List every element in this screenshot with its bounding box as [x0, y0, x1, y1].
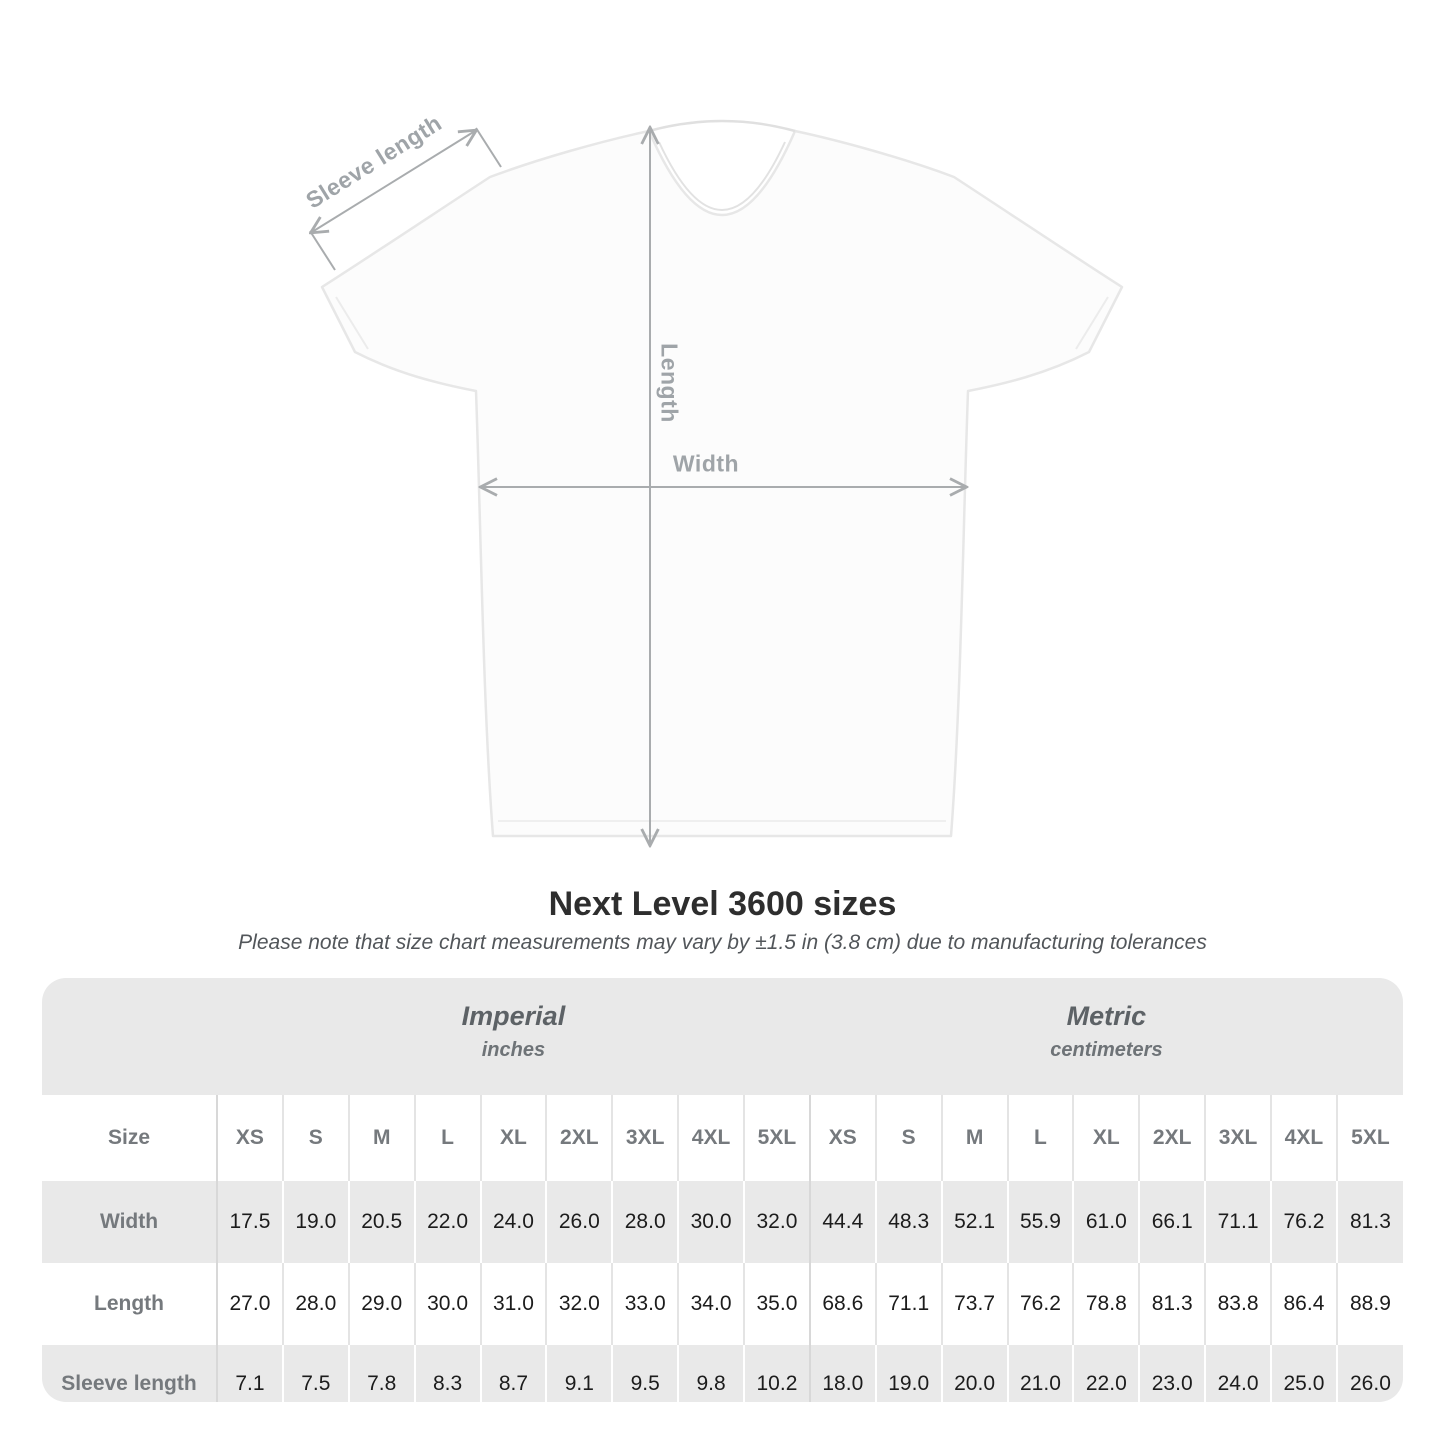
cell-length-imperial-2xl: 32.0: [546, 1263, 612, 1345]
metric-group-title: Metric: [1066, 1000, 1147, 1031]
cell-length-metric-2xl: 81.3: [1139, 1263, 1205, 1345]
imperial-group-header: [217, 978, 810, 1095]
size-table-grid: [42, 978, 1403, 1402]
width-label: Width: [672, 450, 740, 477]
cell-width-imperial-m: 20.5: [349, 1181, 415, 1263]
cell-width-metric-5xl: 81.3: [1337, 1181, 1403, 1263]
size-col-header-metric-l: L: [1008, 1095, 1074, 1181]
size-col-header-metric-2xl: 2XL: [1139, 1095, 1205, 1181]
cell-width-imperial-xs: 17.5: [217, 1181, 283, 1263]
cell-sleeve-length-imperial-4xl: 9.8: [678, 1345, 744, 1402]
cell-width-metric-xs: 44.4: [810, 1181, 876, 1263]
size-col-header-metric-xl: XL: [1073, 1095, 1139, 1181]
cell-width-imperial-4xl: 30.0: [678, 1181, 744, 1263]
size-col-header-imperial-s: S: [283, 1095, 349, 1181]
cell-width-metric-2xl: 66.1: [1139, 1181, 1205, 1263]
cell-width-imperial-xl: 24.0: [481, 1181, 547, 1263]
row-label-sleeve-length: Sleeve length: [42, 1345, 217, 1402]
metric-group-header: [810, 978, 1403, 1095]
cell-sleeve-length-imperial-s: 7.5: [283, 1345, 349, 1402]
cell-sleeve-length-metric-m: 20.0: [942, 1345, 1008, 1402]
size-col-header-metric-xs: XS: [810, 1095, 876, 1181]
cell-sleeve-length-imperial-m: 7.8: [349, 1345, 415, 1402]
cell-width-imperial-l: 22.0: [415, 1181, 481, 1263]
table-row-width: [42, 1181, 1403, 1263]
size-col-header-imperial-m: M: [349, 1095, 415, 1181]
cell-length-metric-s: 71.1: [876, 1263, 942, 1345]
cell-length-metric-xs: 68.6: [810, 1263, 876, 1345]
size-col-header-imperial-xl: XL: [481, 1095, 547, 1181]
cell-length-imperial-l: 30.0: [415, 1263, 481, 1345]
cell-width-metric-xl: 61.0: [1073, 1181, 1139, 1263]
size-col-header-imperial-xs: XS: [217, 1095, 283, 1181]
cell-length-imperial-xs: 27.0: [217, 1263, 283, 1345]
imperial-group-unit: inches: [481, 1038, 546, 1061]
size-col-header-metric-4xl: 4XL: [1271, 1095, 1337, 1181]
cell-length-imperial-5xl: 35.0: [744, 1263, 810, 1345]
cell-sleeve-length-metric-xs: 18.0: [810, 1345, 876, 1402]
table-row-length: [42, 1263, 1403, 1345]
cell-width-metric-s: 48.3: [876, 1181, 942, 1263]
cell-length-imperial-s: 28.0: [283, 1263, 349, 1345]
cell-sleeve-length-imperial-xs: 7.1: [217, 1345, 283, 1402]
cell-sleeve-length-imperial-3xl: 9.5: [612, 1345, 678, 1402]
cell-sleeve-length-metric-2xl: 23.0: [1139, 1345, 1205, 1402]
row-label-width: Width: [42, 1181, 217, 1263]
cell-length-metric-l: 76.2: [1008, 1263, 1074, 1345]
cell-width-imperial-s: 19.0: [283, 1181, 349, 1263]
size-col-header-imperial-2xl: 2XL: [546, 1095, 612, 1181]
length-label: Length: [656, 343, 683, 423]
collar-back-icon: [649, 121, 795, 131]
size-col-header-metric-m: M: [942, 1095, 1008, 1181]
cell-width-imperial-2xl: 26.0: [546, 1181, 612, 1263]
row-label-length: Length: [42, 1263, 217, 1345]
cell-width-imperial-5xl: 32.0: [744, 1181, 810, 1263]
cell-sleeve-length-metric-5xl: 26.0: [1337, 1345, 1403, 1402]
cell-length-metric-3xl: 83.8: [1205, 1263, 1271, 1345]
page-title: Next Level 3600 sizes: [548, 885, 897, 923]
cell-sleeve-length-imperial-5xl: 10.2: [744, 1345, 810, 1402]
unit-group-row: [42, 978, 1403, 1095]
tshirt-outline: [322, 131, 1122, 836]
cell-length-imperial-4xl: 34.0: [678, 1263, 744, 1345]
cell-length-imperial-m: 29.0: [349, 1263, 415, 1345]
page-subtitle: Please note that size chart measurements may vary by ±1.5 in (3.8 cm) due to manufacturing tolerances: [238, 931, 1207, 954]
sleeve-arrow-tick-bottom: [310, 231, 335, 270]
sleeve-arrow-tick-top: [476, 128, 501, 167]
cell-length-metric-m: 73.7: [942, 1263, 1008, 1345]
cell-sleeve-length-metric-s: 19.0: [876, 1345, 942, 1402]
cell-length-imperial-3xl: 33.0: [612, 1263, 678, 1345]
cell-width-metric-l: 55.9: [1008, 1181, 1074, 1263]
size-header-row: [42, 1095, 1403, 1181]
table-corner: [42, 978, 217, 1095]
cell-sleeve-length-imperial-xl: 8.7: [481, 1345, 547, 1402]
size-col-header-metric-s: S: [876, 1095, 942, 1181]
cell-sleeve-length-metric-l: 21.0: [1008, 1345, 1074, 1402]
size-col-header-imperial-5xl: 5XL: [744, 1095, 810, 1181]
cell-length-metric-5xl: 88.9: [1337, 1263, 1403, 1345]
size-col-header-metric-3xl: 3XL: [1205, 1095, 1271, 1181]
cell-sleeve-length-imperial-l: 8.3: [415, 1345, 481, 1402]
size-col-header-metric-5xl: 5XL: [1337, 1095, 1403, 1181]
cell-length-metric-xl: 78.8: [1073, 1263, 1139, 1345]
cell-length-imperial-xl: 31.0: [481, 1263, 547, 1345]
size-row-label: Size: [42, 1095, 217, 1181]
cell-sleeve-length-metric-4xl: 25.0: [1271, 1345, 1337, 1402]
metric-group-unit: centimeters: [1050, 1038, 1163, 1061]
cell-sleeve-length-metric-3xl: 24.0: [1205, 1345, 1271, 1402]
size-col-header-imperial-3xl: 3XL: [612, 1095, 678, 1181]
imperial-group-title: Imperial: [461, 1000, 566, 1031]
size-col-header-imperial-4xl: 4XL: [678, 1095, 744, 1181]
cell-sleeve-length-metric-xl: 22.0: [1073, 1345, 1139, 1402]
table-row-sleeve-length: [42, 1345, 1403, 1402]
cell-length-metric-4xl: 86.4: [1271, 1263, 1337, 1345]
cell-width-imperial-3xl: 28.0: [612, 1181, 678, 1263]
cell-width-metric-m: 52.1: [942, 1181, 1008, 1263]
cell-width-metric-3xl: 71.1: [1205, 1181, 1271, 1263]
size-col-header-imperial-l: L: [415, 1095, 481, 1181]
cell-width-metric-4xl: 76.2: [1271, 1181, 1337, 1263]
cell-sleeve-length-imperial-2xl: 9.1: [546, 1345, 612, 1402]
sleeve-length-label: Sleeve length: [301, 109, 447, 214]
size-table: [42, 978, 1403, 1402]
